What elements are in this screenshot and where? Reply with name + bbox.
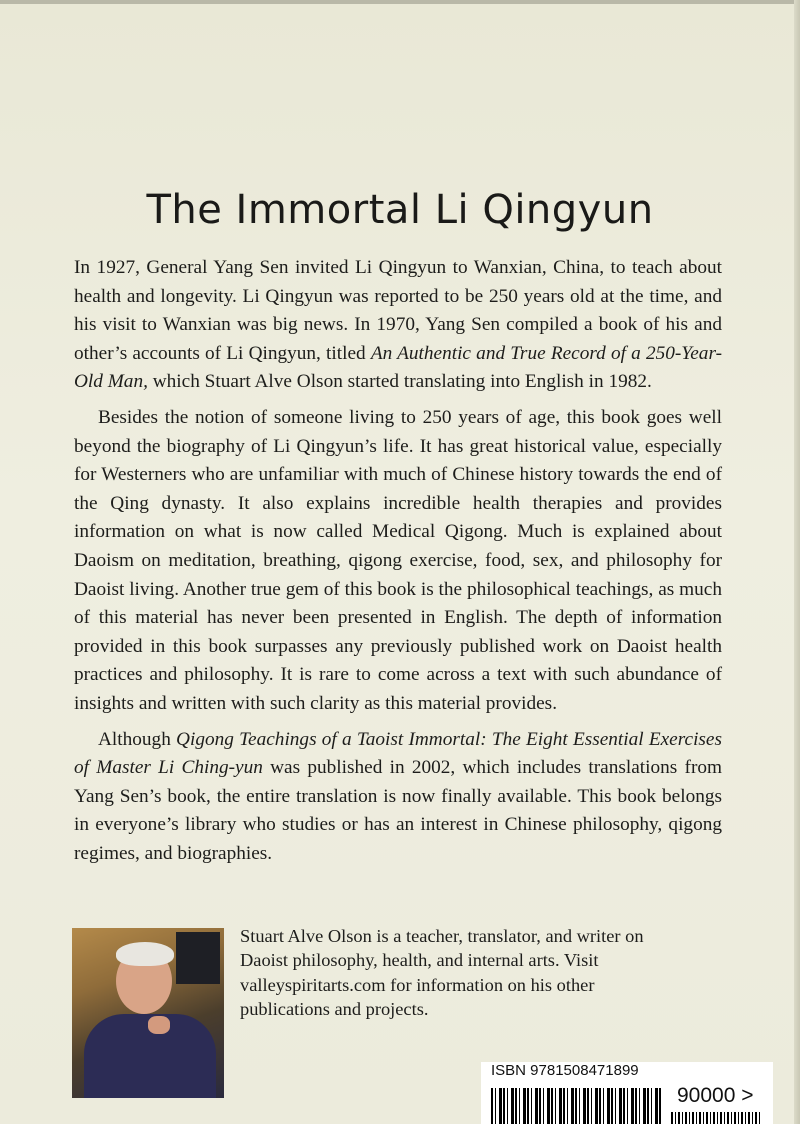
book-title: The Immortal Li Qingyun	[146, 186, 654, 233]
cover-top-edge	[0, 0, 800, 4]
isbn-number: ISBN 9781508471899	[491, 1062, 639, 1079]
price-code: 90000 >	[677, 1084, 754, 1107]
blurb-paragraph-1: In 1927, General Yang Sen invited Li Qingyun to Wanxian, China, to teach about health and longevity. Li Qingyun was reported to be 250 years old at the time, and his visit to Wanxian was big news. In 1970, Yang Sen compiled a book of his and other’s accounts of Li Qingyun, titled An Authentic and True Record of a 250-Year-Old Man, which Stuart Alve Olson started translating into English in 1982.	[74, 257, 722, 393]
barcode-bars	[491, 1088, 661, 1124]
author-bio-text: Stuart Alve Olson is a teacher, translator, and writer on Daoist philosophy, health, and internal arts. Visit valleyspiritarts.com for information on his other publications and projects.	[240, 926, 644, 1020]
book-title-italic: An Authentic and True Record of a 250-Year-Old Man,	[74, 342, 722, 393]
cover-right-edge	[794, 0, 800, 1124]
price-barcode-bars	[671, 1112, 761, 1124]
blurb-paragraph-3: Although Qigong Teachings of a Taoist Immortal: The Eight Essential Exercises of Master Li Ching-yun was published in 2002, which includes translations from Yang Sen’s book, the entire translation is now finally available. This book belongs in everyone’s library who studies or has an interest in Chinese philosophy, qigong regimes, and biographies.	[74, 728, 723, 864]
earlier-book-title-italic: Qigong Teachings of a Taoist Immortal: The Eight Essential Exercises of Master Li Ching-yun	[74, 728, 722, 779]
author-photo	[72, 928, 224, 1098]
author-bio	[240, 924, 660, 1022]
blurb-paragraph-2: Besides the notion of someone living to 250 years of age, this book goes well beyond the biography of Li Qingyun’s life. It has great historical value, especially for Westerners who are unfamiliar with much of Chinese history towards the end of the Qing dynasty. It also explains incredible health therapies and provides information on what is now called Medical Qigong. Much is explained about Daoism on meditation, breathing, qigong exercise, food, sex, and philosophy for Daoist living. Another true gem of this book is the philosophical teachings, as much of this material has never been presented in English. The depth of information provided in this book surpasses any previously published work on Daoist health practices and philosophy. It is rare to come across a text with such abundance of insights and written with such clarity as this material provides.	[74, 406, 722, 714]
blurb	[74, 254, 722, 875]
barcode-label	[481, 1062, 773, 1124]
